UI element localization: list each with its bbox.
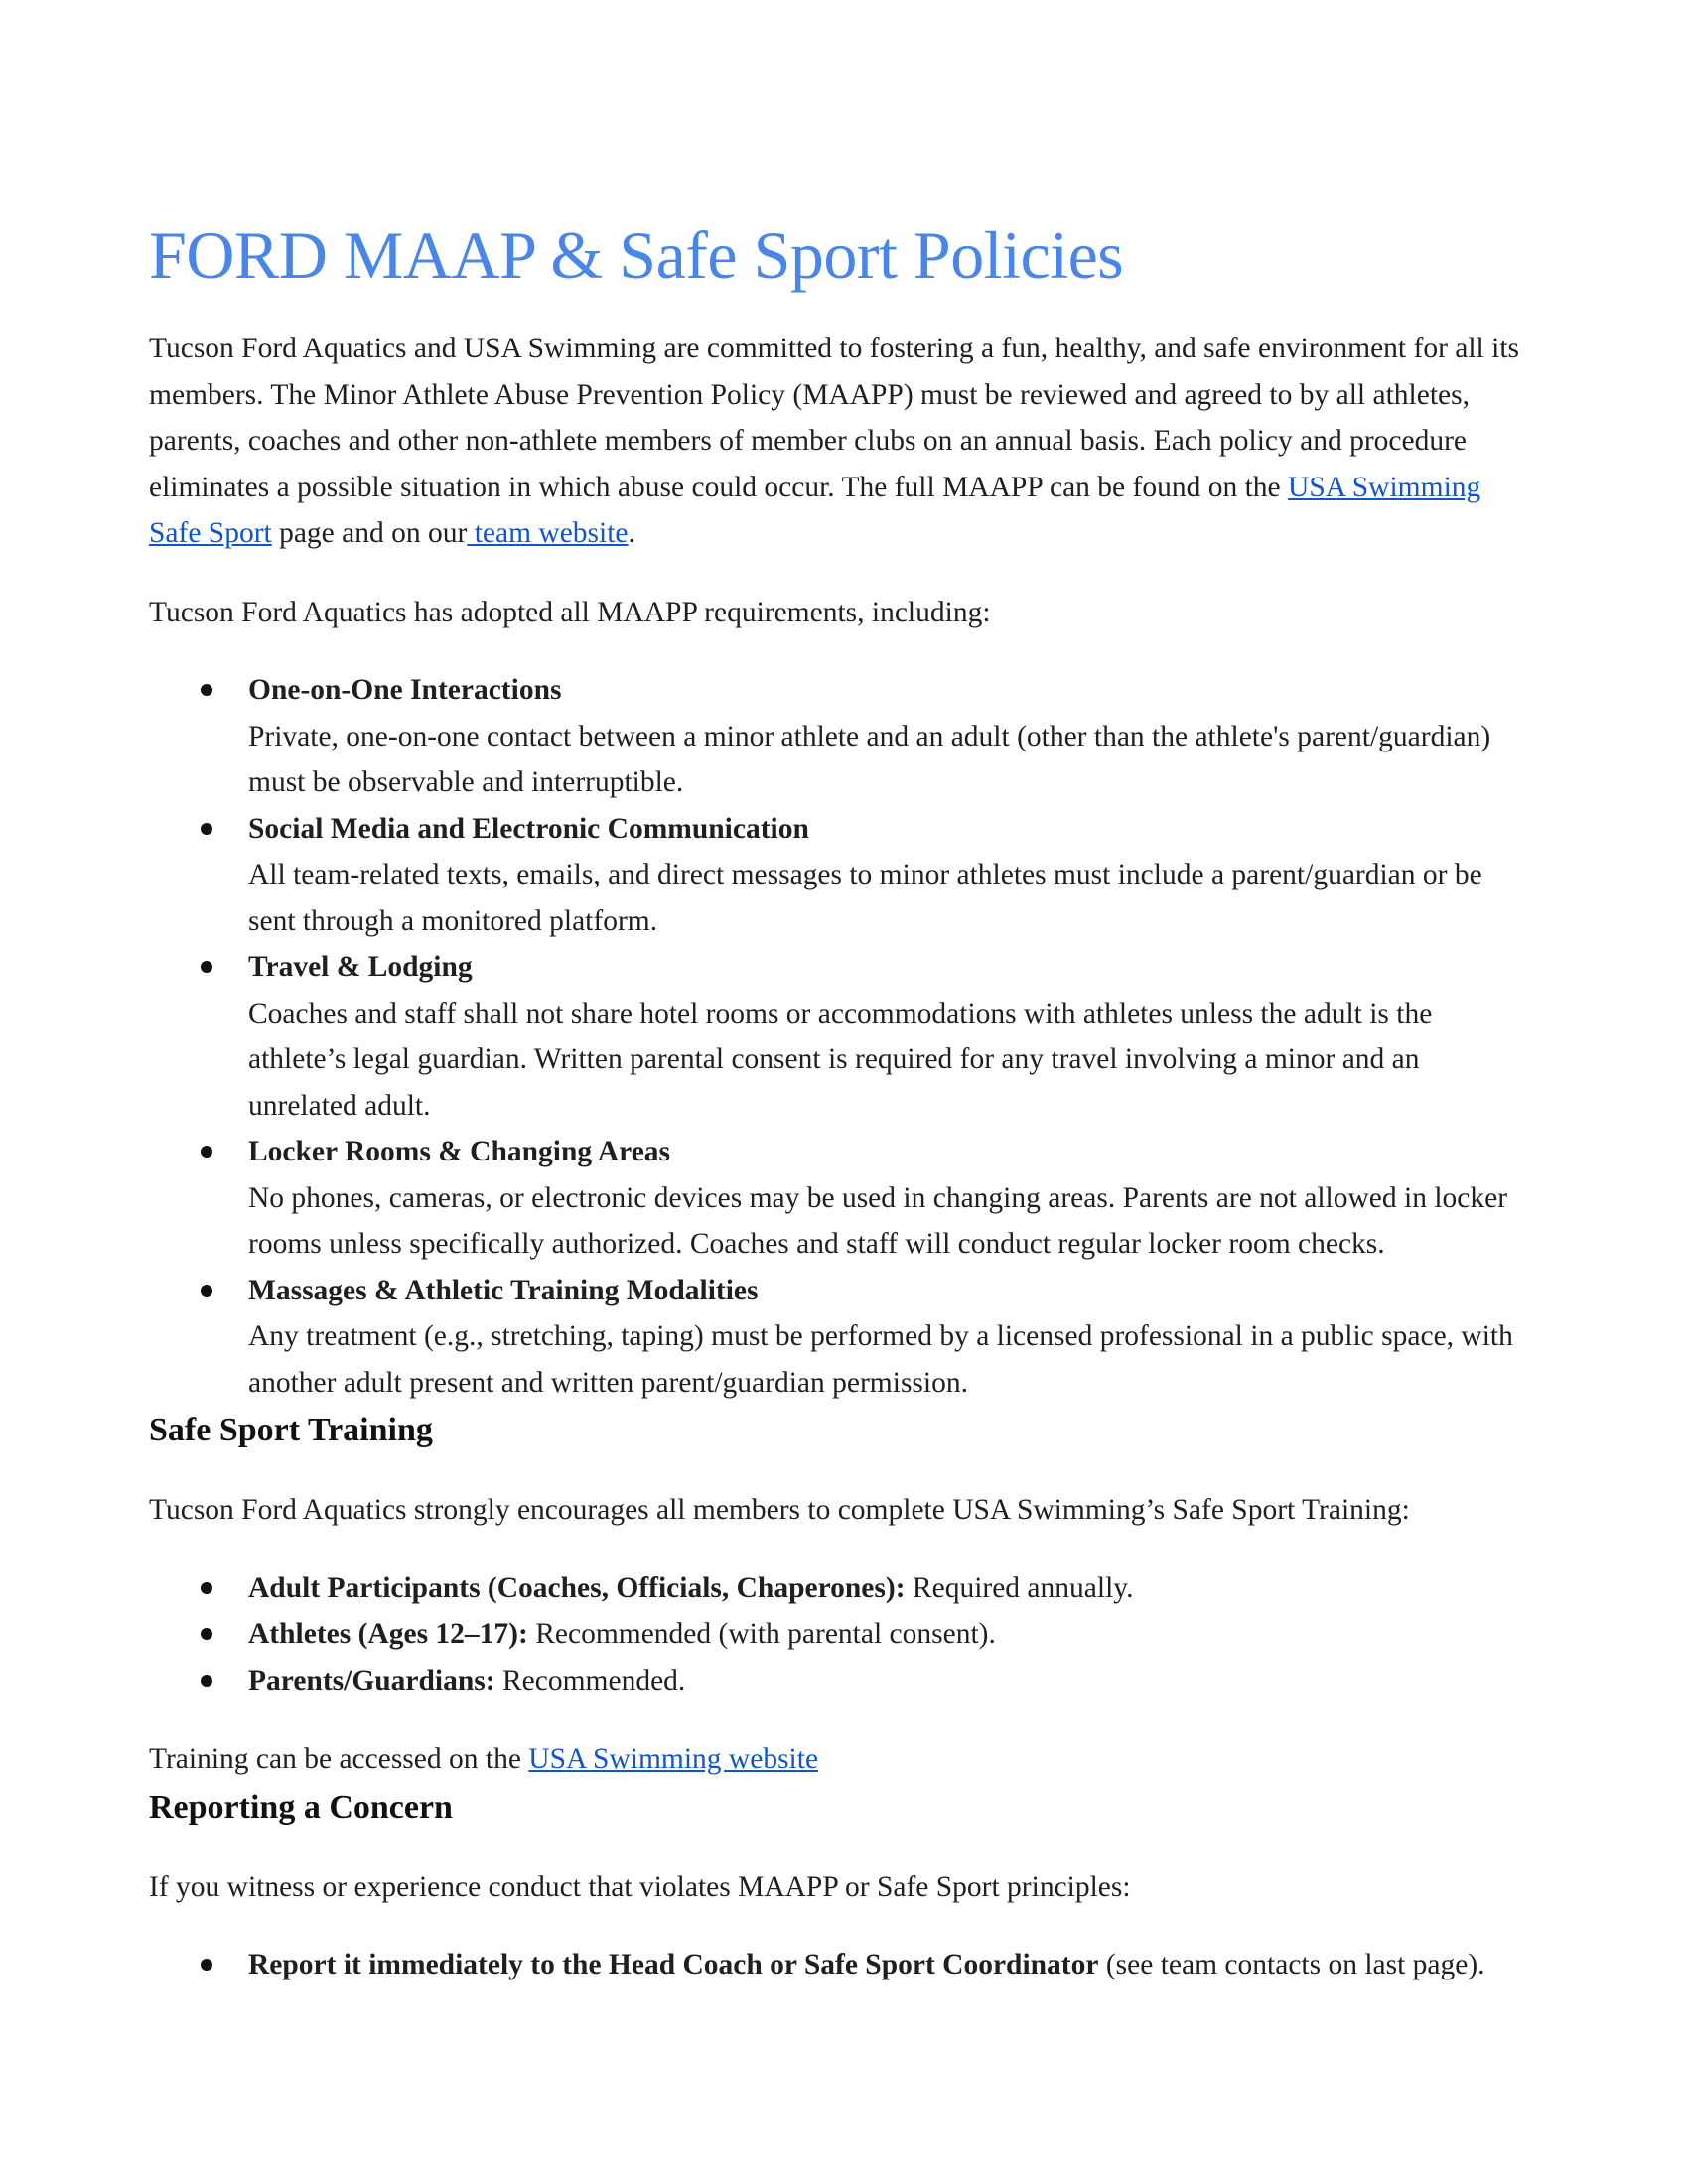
bullet-icon <box>201 1285 212 1297</box>
requirement-body: Any treatment (e.g., stretching, taping) must be performed by a licensed professional in a public space, with another adult present and written parent/guardian permission. <box>248 1320 1513 1399</box>
bullet-icon <box>201 1675 212 1687</box>
requirements-lead: Tucson Ford Aquatics has adopted all MAAPP requirements, including: <box>149 596 991 628</box>
reporting-heading: Reporting a Concern <box>149 1788 453 1826</box>
list-item <box>149 667 1534 806</box>
safe-sport-heading: Safe Sport Training <box>149 1412 433 1448</box>
training-audience: Athletes (Ages 12–17): <box>248 1618 528 1650</box>
reporting-step: Report it immediately to the Head Coach or Safe Sport Coordinator <box>248 1949 1099 1980</box>
requirements-list <box>149 667 1534 1406</box>
requirement-body: All team-related texts, emails, and direct messages to minor athletes must include a parent/guardian or be sent through a monitored platform. <box>248 859 1482 937</box>
bullet-icon <box>201 823 212 835</box>
requirement-body: Private, one-on-one contact between a minor athlete and an adult (other than the athlete's parent/guardian) must be observable and interruptible. <box>248 720 1491 798</box>
training-requirement: Recommended (with parental consent). <box>527 1618 996 1650</box>
safe-sport-list <box>149 1566 1534 1705</box>
list-item <box>149 944 1534 1129</box>
reporting-step-note: (see team contacts on last page). <box>1098 1949 1485 1980</box>
intro-text: Tucson Ford Aquatics and USA Swimming are committed to fostering a fun, healthy, and safe environment for all its members. The Minor Athlete Abuse Prevention Policy (MAAPP) must be reviewed and agreed to by all athletes, parents, coaches and other non-athlete members of member clubs on an annual basis. Each policy and procedure eliminates a possible situation in which abuse could occur. The full MAAPP can be found on the <box>149 333 1520 503</box>
reporting-list <box>149 1942 1534 1988</box>
requirement-title: Massages & Athletic Training Modalities <box>248 1274 759 1306</box>
training-audience: Adult Participants (Coaches, Officials, Chaperones): <box>248 1571 906 1604</box>
intro-text-middle: page and on our <box>271 517 468 549</box>
requirement-title: One-on-One Interactions <box>248 674 562 706</box>
bullet-icon <box>201 1959 212 1971</box>
requirement-body: Coaches and staff shall not share hotel rooms or accommodations with athletes unless the adult is the athlete’s legal guardian. Written parental consent is required for any travel involving a minor and an unrelated adult. <box>248 997 1433 1122</box>
requirement-body: No phones, cameras, or electronic devices may be used in changing areas. Parents are not allowed in locker rooms unless specifically authorized. Coaches and staff will conduct regular locker room checks. <box>248 1181 1508 1260</box>
list-item <box>149 1268 1534 1407</box>
intro-text-end: . <box>628 517 635 549</box>
bullet-icon <box>201 961 212 973</box>
training-audience: Parents/Guardians: <box>248 1664 495 1697</box>
list-item <box>149 806 1534 945</box>
intro-paragraph <box>149 326 1534 557</box>
bullet-icon <box>201 1146 212 1158</box>
bullet-icon <box>201 684 212 696</box>
training-access-text: Training can be accessed on the <box>149 1743 529 1775</box>
requirement-title: Social Media and Electronic Communication <box>248 812 809 845</box>
list-item <box>149 1129 1534 1268</box>
bullet-icon <box>201 1628 212 1640</box>
list-item <box>149 1942 1534 1988</box>
list-item <box>149 1566 1534 1612</box>
requirement-title: Travel & Lodging <box>248 951 473 983</box>
team-website-link[interactable]: team website <box>467 517 629 549</box>
safe-sport-lead: Tucson Ford Aquatics strongly encourages all members to complete USA Swimming’s Safe Sport Training: <box>149 1494 1410 1526</box>
training-requirement: Required annually. <box>905 1571 1134 1604</box>
usa-swimming-safe-sport-link[interactable]: USA Swimming Safe Sport <box>149 471 1481 549</box>
list-item <box>149 1611 1534 1658</box>
bullet-icon <box>201 1582 212 1594</box>
reporting-lead: If you witness or experience conduct that violates MAAPP or Safe Sport principles: <box>149 1870 1131 1903</box>
usa-swimming-website-link[interactable]: USA Swimming website <box>528 1743 819 1775</box>
training-requirement: Recommended. <box>494 1664 686 1697</box>
page-title: FORD MAAP & Safe Sport Policies <box>149 217 1124 293</box>
document-content <box>149 210 1534 1988</box>
training-access-paragraph <box>149 1736 1534 1783</box>
list-item <box>149 1658 1534 1705</box>
requirement-title: Locker Rooms & Changing Areas <box>248 1136 671 1167</box>
